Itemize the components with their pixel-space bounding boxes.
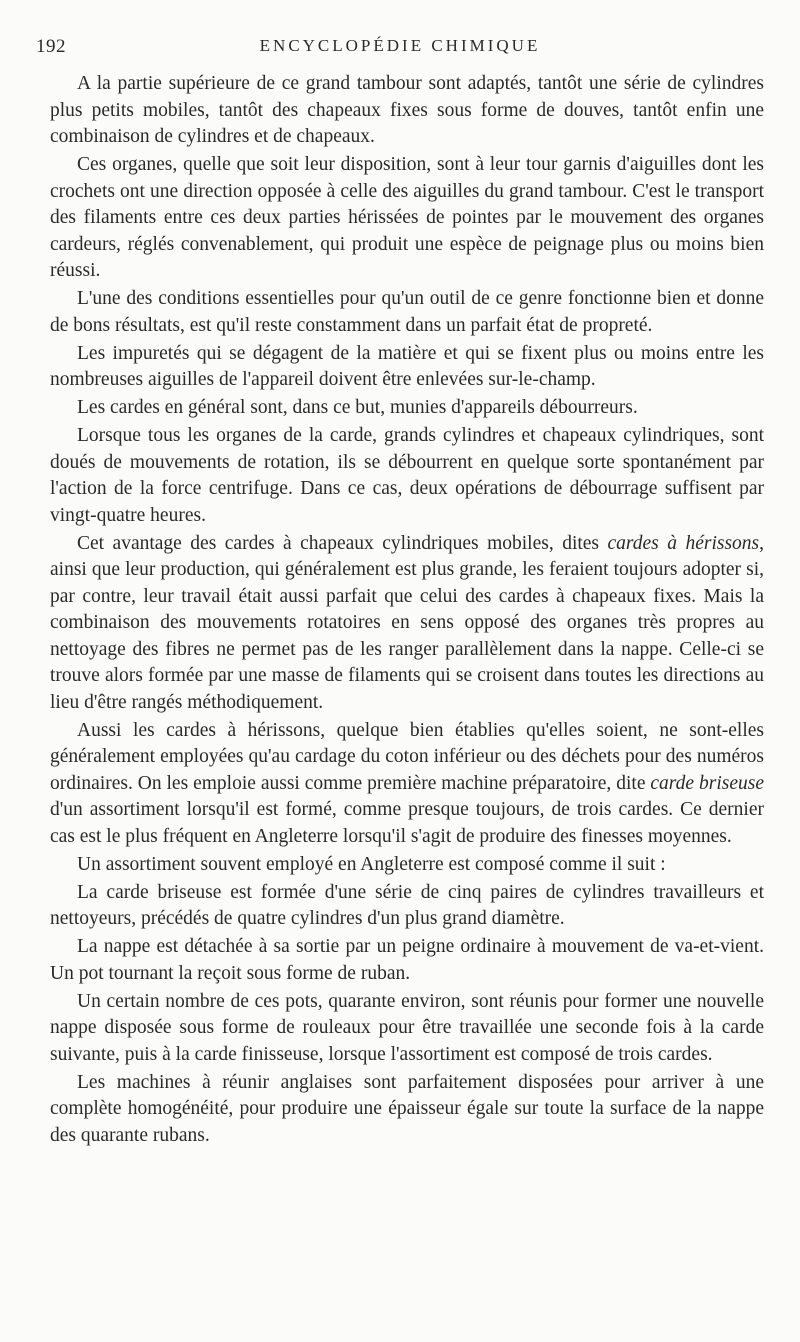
paragraph: L'une des conditions essentielles pour qu'un outil de ce genre fonctionne bien et donne de bons résultats, est qu'il reste constamment dans un parfait état de propreté. — [50, 288, 764, 336]
paragraph-text: Cet avantage des cardes à chapeaux cylindriques mobiles, dites — [77, 532, 608, 554]
italic-term: carde briseuse — [650, 772, 764, 794]
paragraph: Lorsque tous les organes de la carde, grands cylindres et chapeaux cylindriques, sont doués de mouvements de rotation, ils se débourrent en quelque sorte spontanément par l'action de la force centrifuge. Dans ce cas, deux opérations de débourrage suffisent par vingt-quatre heures. — [50, 425, 764, 526]
paragraph: La nappe est détachée à sa sortie par un peigne ordinaire à mouvement de va-et-vient. Un pot tournant la reçoit sous forme de ruban. — [50, 936, 764, 984]
paragraph: Un certain nombre de ces pots, quarante environ, sont réunis pour former une nouvelle nappe disposée sous forme de rouleaux pour être travaillée une seconde fois à la carde suivante, puis à la carde finisseuse, lorsque l'assortiment est composé de trois cardes. — [50, 990, 764, 1065]
running-title: ENCYCLOPÉDIE CHIMIQUE — [259, 36, 541, 55]
paragraph: Un assortiment souvent employé en Angleterre est composé comme il suit : — [77, 853, 666, 875]
paragraph: La carde briseuse est formée d'une série de cinq paires de cylindres travailleurs et nettoyeurs, précédés de quatre cylindres d'un plus grand diamètre. — [50, 881, 764, 929]
italic-term: cardes à hérissons — [607, 532, 760, 554]
paragraph: Les machines à réunir anglaises sont parfaitement disposées pour arriver à une complète homogénéité, pour produire une épaisseur égale sur toute la surface de la nappe des quarante rubans. — [50, 1071, 764, 1146]
paragraph: Les cardes en général sont, dans ce but, munies d'appareils débourreurs. — [77, 397, 638, 418]
paragraph-text: , ainsi que leur production, qui généralement est plus grande, les feraient toujours adopter si, par contre, leur travail était aussi parfait que celui des cardes à chapeaux fixes. Mais la combinaison des mouvements rotatoires en sens opposé des organes très propres au nettoyage des fibres ne permet pas de les ranger parallèlement dans la nappe. Celle-ci se trouve alors formée par une masse de filaments qui se croisent dans toutes les directions au lieu d'être rangés méthodiquement. — [50, 532, 765, 713]
paragraph — [50, 718, 764, 851]
paragraph: Ces organes, quelle que soit leur disposition, sont à leur tour garnis d'aiguilles dont les crochets ont une direction opposée à celle des aiguilles du grand tambour. C'est le transport des filaments entre ces deux parties hérissées de pointes par le mouvement des organes cardeurs, réglés convenablement, qui produit une espèce de peignage plus ou moins bien réussi. — [50, 154, 764, 281]
paragraph-text: Aussi les cardes à hérissons, quelque bien établies qu'elles soient, ne sont-elles généralement employées qu'au cardage du coton inférieur ou des déchets pour des numéros ordinaires. On les emploie aussi comme première machine préparatoire, dite — [50, 719, 764, 794]
paragraph: Les impuretés qui se dégagent de la matière et qui se fixent plus ou moins entre les nombreuses aiguilles de l'appareil doivent être enlevées sur-le-champ. — [50, 342, 764, 390]
body-text — [50, 71, 764, 1151]
paragraph — [50, 531, 764, 717]
page-number: 192 — [36, 36, 66, 57]
paragraph-text: d'un assortiment lorsqu'il est formé, comme presque toujours, de trois cardes. Ce dernier cas est le plus fréquent en Angleterre lorsqu'il s'agit de produire des finesses moyennes. — [50, 799, 764, 847]
paragraph: A la partie supérieure de ce grand tambour sont adaptés, tantôt une série de cylindres plus petits mobiles, tantôt des chapeaux fixes sous forme de douves, tantôt enfin une combinaison de cylindres et de chapeaux. — [50, 73, 764, 147]
page-header — [36, 36, 764, 60]
